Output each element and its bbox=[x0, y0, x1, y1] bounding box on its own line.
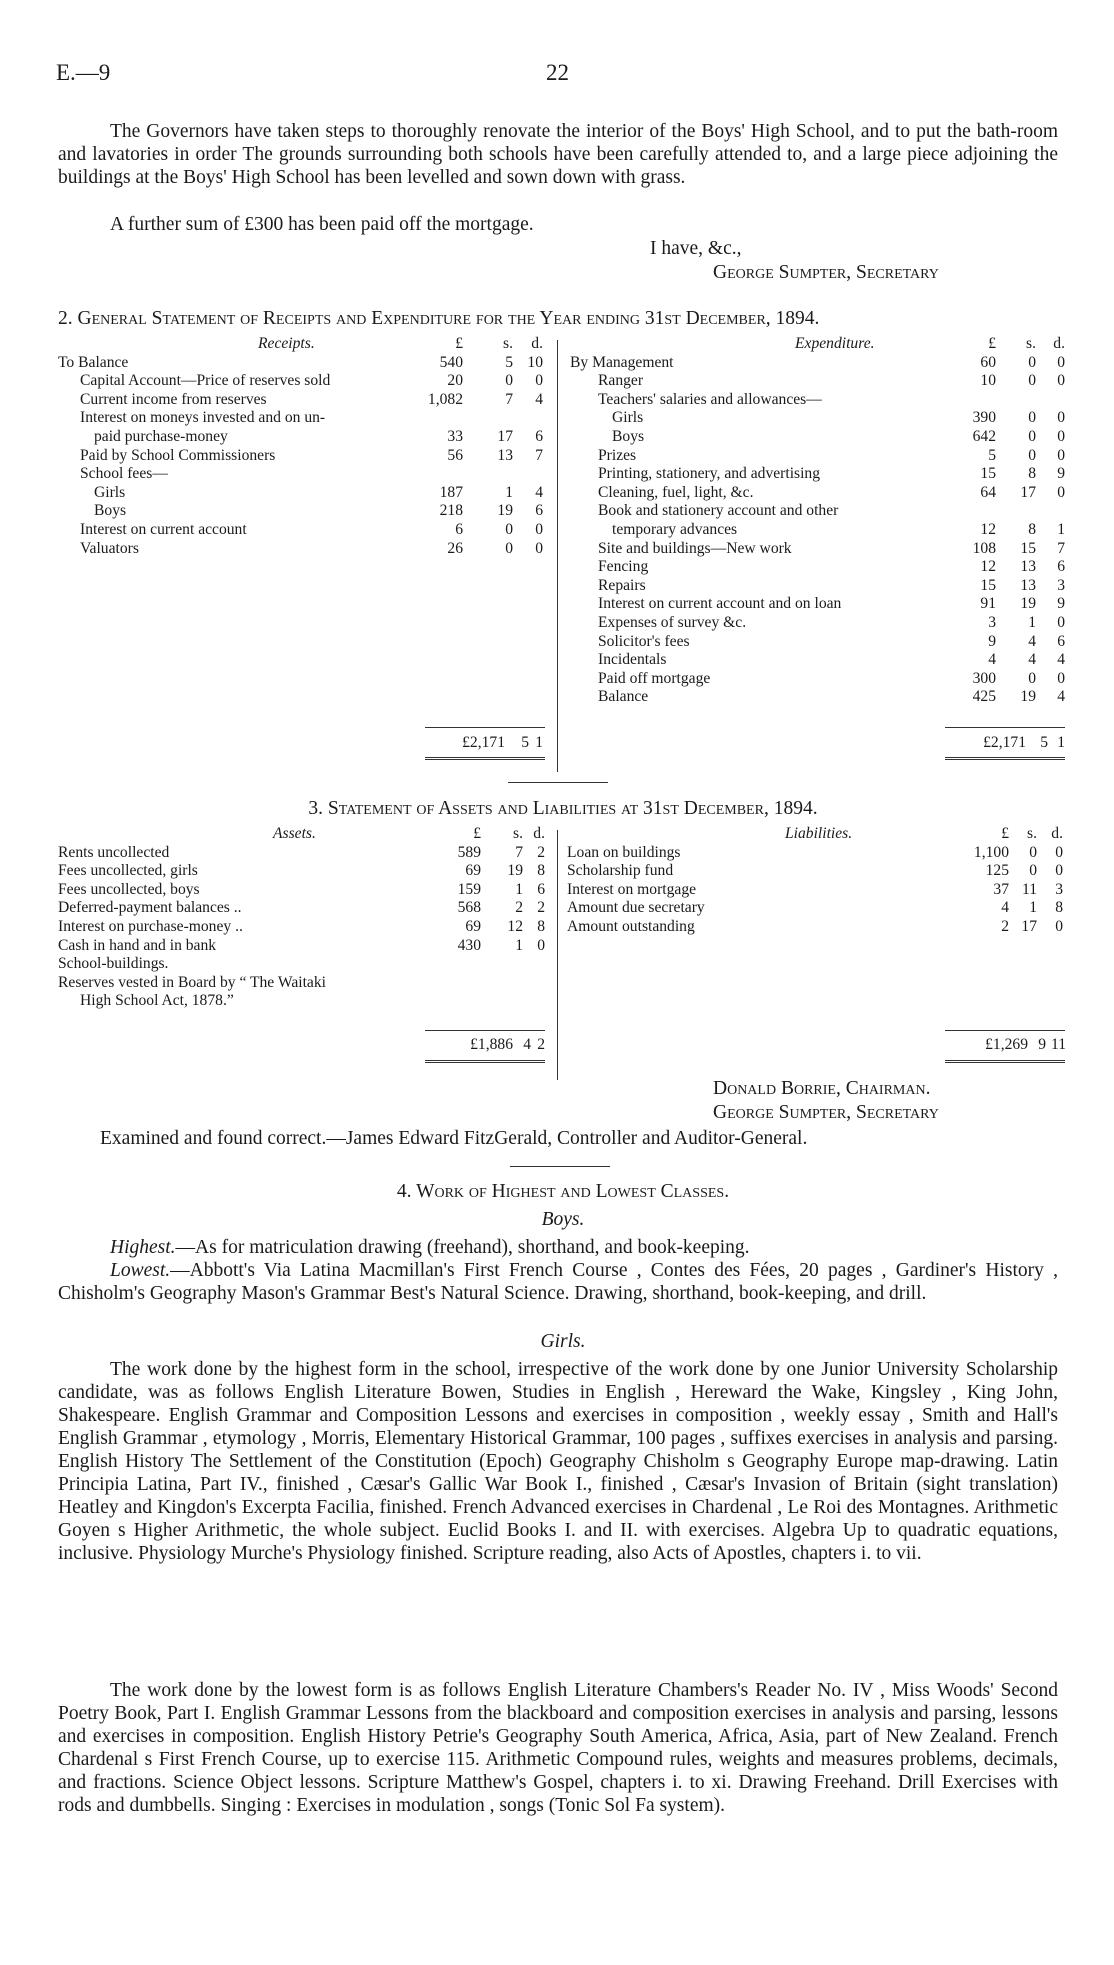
amount-pence: 0 bbox=[1057, 427, 1065, 445]
table-row bbox=[570, 577, 1068, 596]
amount-pence: 0 bbox=[1055, 862, 1063, 880]
amount-shillings: 1 bbox=[515, 936, 523, 954]
row-label: Girls bbox=[94, 483, 126, 501]
amount-shillings: 0 bbox=[1028, 372, 1036, 390]
amount-shillings: 0 bbox=[1028, 353, 1036, 371]
table-row bbox=[570, 447, 1068, 466]
secretary-signature: George Sumpter, Secretary bbox=[713, 262, 939, 283]
receipts-double-rule bbox=[425, 757, 545, 760]
row-label: Amount due secretary bbox=[567, 899, 705, 917]
amount-shillings: 13 bbox=[1020, 576, 1036, 594]
amount-pounds: 37 bbox=[993, 880, 1009, 898]
amount-pence: 0 bbox=[1057, 353, 1065, 371]
table-row bbox=[570, 409, 1068, 428]
highest-text: —As for matriculation drawing (freehand), shorthand, and book-keeping. bbox=[175, 1237, 750, 1258]
amount-pounds: 3 bbox=[988, 613, 996, 631]
amount-pounds: 56 bbox=[447, 446, 463, 464]
amount-pounds: 5 bbox=[988, 446, 996, 464]
row-label: Ranger bbox=[598, 372, 644, 390]
row-label: Site and buildings—New work bbox=[598, 539, 792, 557]
table-row bbox=[58, 521, 553, 540]
assets-total: £1,886 4 2 bbox=[470, 1036, 545, 1053]
row-label: Paid by School Commissioners bbox=[80, 446, 276, 464]
amount-pounds: 390 bbox=[972, 409, 996, 427]
row-label: Prizes bbox=[598, 446, 637, 464]
row-label: Balance bbox=[598, 688, 649, 706]
boys-heading: Boys. bbox=[541, 1209, 585, 1230]
table-row bbox=[58, 937, 553, 956]
amount-pounds: 125 bbox=[985, 862, 1009, 880]
table-row bbox=[570, 428, 1068, 447]
amount-pence: 0 bbox=[1057, 483, 1065, 501]
liabilities-table bbox=[567, 825, 1067, 937]
amount-shillings: 1 bbox=[1028, 613, 1036, 631]
table-row bbox=[570, 502, 1068, 521]
table-row bbox=[58, 881, 553, 900]
amount-shillings: 17 bbox=[1020, 483, 1036, 501]
amount-pounds: 20 bbox=[447, 372, 463, 390]
lowest-text: —Abbott's Via Latina Macmillan's First French Course , Contes des Fées, 20 pages , Gardiner's History , Chisholm's Geography Mason's Grammar Best's Natural Science. Drawing, shorthand, book-keeping, and drill. bbox=[58, 1260, 1058, 1304]
section3-title: 3. Statement of Assets and Liabilities at 31st December, 1894. bbox=[308, 798, 818, 819]
row-label: Interest on current account bbox=[80, 520, 247, 538]
row-label: Repairs bbox=[598, 576, 646, 594]
amount-pence: 10 bbox=[527, 353, 543, 371]
col-pence: d. bbox=[1053, 335, 1065, 352]
amount-pounds: 15 bbox=[980, 465, 996, 483]
amount-pence: 0 bbox=[1057, 669, 1065, 687]
amount-pounds: 568 bbox=[457, 899, 481, 917]
lowest-label: Lowest. bbox=[110, 1260, 171, 1281]
amount-shillings: 4 bbox=[1028, 632, 1036, 650]
table-row bbox=[58, 955, 553, 974]
row-label: Deferred-payment balances .. bbox=[58, 899, 242, 917]
amount-shillings: 13 bbox=[1020, 558, 1036, 576]
table-row bbox=[570, 465, 1068, 484]
amount-pence: 0 bbox=[1057, 446, 1065, 464]
amount-pence: 0 bbox=[1057, 409, 1065, 427]
examined-statement: Examined and found correct.—James Edward FitzGerald, Controller and Auditor-General. bbox=[100, 1128, 808, 1149]
col-shillings: s. bbox=[503, 335, 513, 352]
table-row bbox=[58, 918, 553, 937]
amount-pounds: 12 bbox=[980, 520, 996, 538]
table-row bbox=[570, 484, 1068, 503]
amount-pence: 0 bbox=[535, 539, 543, 557]
table-row bbox=[58, 974, 553, 993]
amount-shillings: 2 bbox=[515, 899, 523, 917]
table-row bbox=[58, 354, 553, 373]
amount-shillings: 7 bbox=[515, 843, 523, 861]
row-label: Paid off mortgage bbox=[598, 669, 711, 687]
assets-double-rule bbox=[425, 1060, 545, 1063]
col-pounds: £ bbox=[988, 335, 996, 352]
amount-shillings: 0 bbox=[1028, 446, 1036, 464]
amount-pounds: 64 bbox=[980, 483, 996, 501]
amount-pence: 1 bbox=[1057, 520, 1065, 538]
amount-shillings: 0 bbox=[1028, 427, 1036, 445]
amount-pounds: 108 bbox=[972, 539, 996, 557]
amount-shillings: 11 bbox=[1021, 880, 1037, 898]
amount-pence: 6 bbox=[1057, 632, 1065, 650]
amount-shillings: 0 bbox=[505, 372, 513, 390]
table-row bbox=[570, 595, 1068, 614]
assets-total-rule bbox=[425, 1030, 545, 1031]
amount-pence: 6 bbox=[535, 427, 543, 445]
amount-pounds: 159 bbox=[457, 880, 481, 898]
table-row bbox=[570, 651, 1068, 670]
amount-pounds: 15 bbox=[980, 576, 996, 594]
chairman-signature: Donald Borrie, Chairman. bbox=[713, 1078, 931, 1099]
expenditure-table bbox=[570, 335, 1068, 707]
amount-pounds: 218 bbox=[439, 502, 463, 520]
amount-pence: 9 bbox=[1057, 465, 1065, 483]
table-row bbox=[58, 465, 553, 484]
row-label: Fencing bbox=[598, 558, 649, 576]
page-header bbox=[56, 60, 1056, 90]
row-label: Fees uncollected, girls bbox=[58, 862, 198, 880]
amount-pence: 4 bbox=[1057, 688, 1065, 706]
receipts-total-rule bbox=[425, 727, 545, 728]
table-row bbox=[570, 688, 1068, 707]
highest-boys-paragraph bbox=[58, 1236, 1058, 1259]
col-pence: d. bbox=[1051, 825, 1063, 842]
amount-pence: 0 bbox=[1055, 843, 1063, 861]
lowest-boys-paragraph bbox=[58, 1259, 1058, 1305]
amount-shillings: 12 bbox=[507, 917, 523, 935]
receipts-total: £2,171 5 1 bbox=[462, 734, 543, 751]
row-label: Teachers' salaries and allowances— bbox=[598, 390, 822, 408]
row-label: Reserves vested in Board by “ The Waitaki bbox=[58, 973, 326, 991]
section2-title: 2. General Statement of Receipts and Expenditure for the Year ending 31st December, 1894. bbox=[58, 308, 820, 329]
girls-heading: Girls. bbox=[540, 1331, 586, 1352]
amount-pence: 6 bbox=[535, 502, 543, 520]
row-label: Boys bbox=[612, 427, 645, 445]
amount-pounds: 540 bbox=[439, 353, 463, 371]
col-shillings: s. bbox=[1027, 825, 1037, 842]
amount-shillings: 19 bbox=[1020, 595, 1036, 613]
table-row bbox=[58, 844, 553, 863]
intro-paragraph: The Governors have taken steps to thoroughly renovate the interior of the Boys' High School, and to put the bath-room and lavatories in order The grounds surrounding both schools have been carefully attended to, and a large piece adjoining the buildings at the Boys' High School has been levelled and sown down with grass. bbox=[58, 121, 1058, 188]
amount-pounds: 26 bbox=[447, 539, 463, 557]
amount-pence: 9 bbox=[1057, 595, 1065, 613]
table-row bbox=[58, 540, 553, 559]
amount-pence: 0 bbox=[1057, 613, 1065, 631]
amount-pence: 6 bbox=[1057, 558, 1065, 576]
amount-pounds: 12 bbox=[980, 558, 996, 576]
amount-pounds: 69 bbox=[465, 917, 481, 935]
amount-shillings: 8 bbox=[1028, 465, 1036, 483]
row-label: Incidentals bbox=[598, 651, 667, 669]
amount-shillings: 0 bbox=[1029, 843, 1037, 861]
amount-pence: 2 bbox=[537, 843, 545, 861]
row-label: Interest on purchase-money .. bbox=[58, 917, 243, 935]
table-row bbox=[570, 670, 1068, 689]
amount-pence: 4 bbox=[535, 483, 543, 501]
table-row bbox=[58, 992, 553, 1011]
amount-shillings: 0 bbox=[1029, 862, 1037, 880]
table-row bbox=[58, 447, 553, 466]
section4-title: 4. Work of Highest and Lowest Classes. bbox=[396, 1181, 730, 1202]
row-label: Boys bbox=[94, 502, 127, 520]
col-pence: d. bbox=[531, 335, 543, 352]
row-label: School fees— bbox=[80, 465, 168, 483]
row-label: By Management bbox=[570, 353, 674, 371]
girls-lowest-paragraph: The work done by the lowest form is as follows English Literature Chambers's Reader No. IV , Miss Woods' Second Poetry Book, Part I. English Grammar Lessons from the blackboard and composition exercises in analysis and parsing, lessons and exercises in composition. English History Petrie's Geography South America, Africa, Asia, part of New Zealand. French Chardenal s First French Course, up to exercise 115. Arithmetic Compound rules, weights and measures problems, decimals, and fractions. Science Object lessons. Scripture Matthew's Gospel, chapters i. to xi. Drawing Freehand. Drill Exercises with rods and dumbbells. Singing : Exercises in modulation , songs (Tonic Sol Fa system). bbox=[58, 1680, 1058, 1816]
page-number: 22 bbox=[546, 60, 569, 85]
amount-pounds: 300 bbox=[972, 669, 996, 687]
expenditure-header: Expenditure. bbox=[795, 335, 875, 352]
amount-pounds: 6 bbox=[455, 520, 463, 538]
row-label: School-buildings. bbox=[58, 955, 169, 973]
table-row bbox=[58, 391, 553, 410]
table-row bbox=[58, 862, 553, 881]
amount-pence: 0 bbox=[1057, 372, 1065, 390]
row-label: Loan on buildings bbox=[567, 843, 681, 861]
amount-pounds: 2 bbox=[1001, 917, 1009, 935]
row-label: Rents uncollected bbox=[58, 843, 170, 861]
expenditure-total-rule bbox=[945, 727, 1065, 728]
amount-pounds: 10 bbox=[980, 372, 996, 390]
assets-header: Assets. bbox=[273, 825, 316, 842]
amount-shillings: 1 bbox=[1029, 899, 1037, 917]
row-label: Cash in hand and in bank bbox=[58, 936, 217, 954]
liabilities-total: £1,269 9 11 bbox=[985, 1036, 1066, 1053]
amount-pounds: 60 bbox=[980, 353, 996, 371]
table-row bbox=[567, 881, 1067, 900]
receipts-header: Receipts. bbox=[258, 335, 315, 352]
amount-shillings: 19 bbox=[1020, 688, 1036, 706]
secretary-signature-2: George Sumpter, Secretary bbox=[713, 1102, 939, 1123]
col-pounds: £ bbox=[1001, 825, 1009, 842]
assets-table bbox=[58, 825, 553, 1011]
closing-phrase: I have, &c., bbox=[650, 238, 742, 259]
table-row bbox=[570, 614, 1068, 633]
table-row bbox=[570, 354, 1068, 373]
amount-pence: 8 bbox=[537, 862, 545, 880]
section2-divider bbox=[557, 340, 558, 772]
row-label: Valuators bbox=[80, 539, 139, 557]
amount-pence: 0 bbox=[535, 520, 543, 538]
amount-pence: 7 bbox=[1057, 539, 1065, 557]
amount-pence: 8 bbox=[1055, 899, 1063, 917]
row-label: paid purchase-money bbox=[94, 427, 228, 445]
amount-shillings: 0 bbox=[505, 539, 513, 557]
row-label: Interest on moneys invested and on un- bbox=[80, 409, 326, 427]
amount-pence: 2 bbox=[537, 899, 545, 917]
amount-pounds: 1,082 bbox=[427, 390, 463, 408]
amount-shillings: 13 bbox=[497, 446, 513, 464]
table-row bbox=[567, 844, 1067, 863]
table-row bbox=[58, 409, 553, 428]
row-label: Amount outstanding bbox=[567, 917, 695, 935]
amount-pence: 4 bbox=[535, 390, 543, 408]
amount-pounds: 69 bbox=[465, 862, 481, 880]
amount-pounds: 9 bbox=[988, 632, 996, 650]
table-row bbox=[570, 558, 1068, 577]
document-reference: E.—9 bbox=[56, 60, 111, 85]
liabilities-double-rule bbox=[945, 1060, 1065, 1063]
amount-pence: 4 bbox=[1057, 651, 1065, 669]
col-pounds: £ bbox=[473, 825, 481, 842]
amount-pence: 7 bbox=[535, 446, 543, 464]
amount-shillings: 4 bbox=[1028, 651, 1036, 669]
table-row bbox=[58, 899, 553, 918]
amount-pence: 0 bbox=[1055, 917, 1063, 935]
amount-pounds: 589 bbox=[457, 843, 481, 861]
table-row bbox=[570, 372, 1068, 391]
amount-pence: 0 bbox=[537, 936, 545, 954]
highest-label: Highest. bbox=[110, 1237, 176, 1258]
amount-shillings: 15 bbox=[1020, 539, 1036, 557]
table-row bbox=[58, 428, 553, 447]
mortgage-paragraph: A further sum of £300 has been paid off the mortgage. bbox=[110, 214, 534, 235]
amount-shillings: 5 bbox=[505, 353, 513, 371]
row-label: High School Act, 1878.” bbox=[80, 992, 234, 1010]
row-label: To Balance bbox=[58, 353, 129, 371]
col-pounds: £ bbox=[455, 335, 463, 352]
amount-pence: 3 bbox=[1057, 576, 1065, 594]
liabilities-total-rule bbox=[945, 1030, 1065, 1031]
amount-pounds: 642 bbox=[972, 427, 996, 445]
receipts-table bbox=[58, 335, 553, 558]
amount-pounds: 91 bbox=[980, 595, 996, 613]
table-row bbox=[567, 899, 1067, 918]
table-row bbox=[58, 372, 553, 391]
amount-shillings: 17 bbox=[497, 427, 513, 445]
table-row bbox=[570, 391, 1068, 410]
amount-pounds: 4 bbox=[988, 651, 996, 669]
table-row bbox=[570, 521, 1068, 540]
amount-shillings: 19 bbox=[497, 502, 513, 520]
amount-pence: 8 bbox=[537, 917, 545, 935]
table-row bbox=[567, 918, 1067, 937]
amount-shillings: 7 bbox=[505, 390, 513, 408]
row-label: Solicitor's fees bbox=[598, 632, 690, 650]
amount-pounds: 33 bbox=[447, 427, 463, 445]
amount-pounds: 430 bbox=[457, 936, 481, 954]
row-label: Current income from reserves bbox=[80, 390, 267, 408]
table-row bbox=[567, 862, 1067, 881]
amount-pence: 0 bbox=[535, 372, 543, 390]
amount-shillings: 1 bbox=[505, 483, 513, 501]
amount-pounds: 1,100 bbox=[973, 843, 1009, 861]
col-pence: d. bbox=[533, 825, 545, 842]
amount-shillings: 0 bbox=[505, 520, 513, 538]
row-label: Fees uncollected, boys bbox=[58, 880, 200, 898]
row-label: Interest on current account and on loan bbox=[598, 595, 842, 613]
row-label: Scholarship fund bbox=[567, 862, 674, 880]
row-label: temporary advances bbox=[612, 520, 738, 538]
row-label: Girls bbox=[612, 409, 644, 427]
section3-divider bbox=[557, 830, 558, 1080]
section-separator-2 bbox=[510, 1166, 610, 1167]
row-label: Capital Account—Price of reserves sold bbox=[80, 372, 331, 390]
table-row bbox=[58, 484, 553, 503]
amount-pounds: 187 bbox=[439, 483, 463, 501]
amount-pounds: 425 bbox=[972, 688, 996, 706]
row-label: Cleaning, fuel, light, &c. bbox=[598, 483, 754, 501]
amount-pounds: 4 bbox=[1001, 899, 1009, 917]
amount-shillings: 17 bbox=[1021, 917, 1037, 935]
girls-highest-paragraph: The work done by the highest form in the school, irrespective of the work done by one Junior University Scholarship candidate, was as follows English Literature Bowen, Studies in English , Hereward the Wake, Kingsley , King John, Shakespeare. English Grammar and Composition Lessons and exercises in composition , weekly essay , Smith and Hall's English Grammar , etymology , Morris, Elementary Historical Grammar, 100 pages , suffixes exercises in analysis and parsing. English History The Settlement of the Constitution (Epoch) Geography Chisholm s Geography Europe map-drawing. Latin Principia Latina, Part IV., finished , Cæsar's Gallic War Book I., finished , Cæsar's Invasion of Britain (sight translation) Heatley and Kingdon's Excerpta Facilia, finished. French Advanced exercises in Chardenal , Le Roi des Montagnes. Arithmetic Goyen s Higher Arithmetic, the whole subject. Euclid Books I. and II. with exercises. Algebra Up to quadratic equations, inclusive. Physiology Murche's Physiology finished. Scripture reading, also Acts of Apostles, chapters i. to vii. bbox=[58, 1359, 1058, 1564]
expenditure-total: £2,171 5 1 bbox=[983, 734, 1065, 751]
col-shillings: s. bbox=[1026, 335, 1036, 352]
row-label: Expenses of survey &c. bbox=[598, 613, 747, 631]
col-shillings: s. bbox=[513, 825, 523, 842]
liabilities-header: Liabilities. bbox=[785, 825, 853, 842]
row-label: Interest on mortgage bbox=[567, 880, 697, 898]
amount-pence: 3 bbox=[1055, 880, 1063, 898]
amount-pence: 6 bbox=[537, 880, 545, 898]
row-label: Book and stationery account and other bbox=[598, 502, 839, 520]
amount-shillings: 8 bbox=[1028, 520, 1036, 538]
amount-shillings: 0 bbox=[1028, 669, 1036, 687]
table-row bbox=[570, 540, 1068, 559]
amount-shillings: 19 bbox=[507, 862, 523, 880]
table-row bbox=[58, 502, 553, 521]
row-label: Printing, stationery, and advertising bbox=[598, 465, 821, 483]
section-separator bbox=[508, 782, 608, 783]
amount-shillings: 0 bbox=[1028, 409, 1036, 427]
expenditure-double-rule bbox=[945, 757, 1065, 760]
table-row bbox=[570, 633, 1068, 652]
amount-shillings: 1 bbox=[515, 880, 523, 898]
